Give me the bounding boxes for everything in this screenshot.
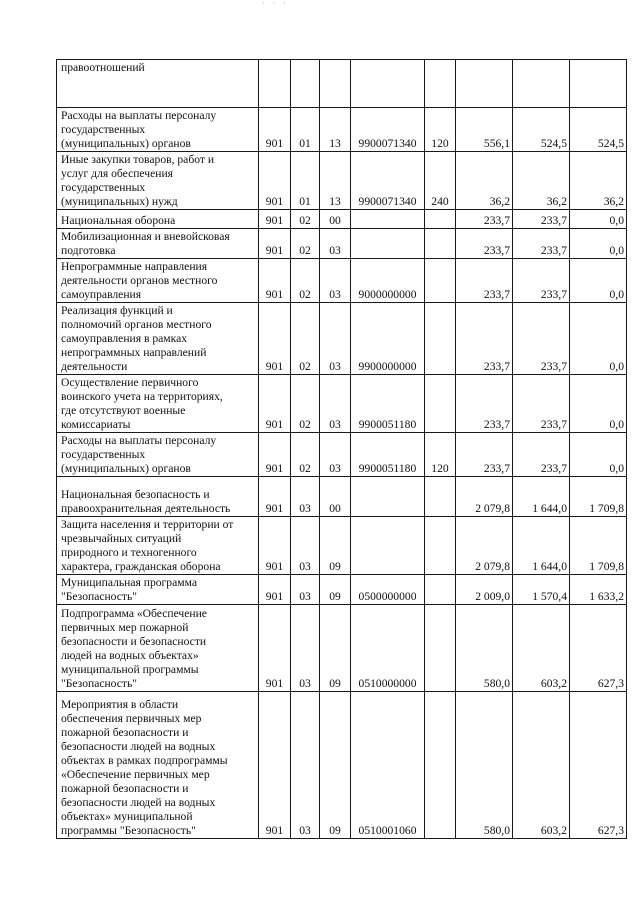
amount-year2-cell: 603,2 [513,692,570,839]
subsection-code-cell: 00 [320,210,351,229]
amount-year2-cell [513,60,570,108]
amount-year1-cell: 580,0 [456,605,513,692]
section-code-cell: 02 [291,229,320,259]
table-row [57,60,627,108]
grbs-code-cell: 901 [259,229,291,259]
amount-year3-cell: 0,0 [570,433,627,477]
amount-year3-cell: 0,0 [570,303,627,375]
amount-year1-cell: 233,7 [456,303,513,375]
amount-year3-cell: 0,0 [570,229,627,259]
amount-year2-cell: 603,2 [513,605,570,692]
row-name-cell: Мобилизационная и вневойсковая подготовка [57,229,259,259]
amount-year2-cell: 1 644,0 [513,477,570,517]
table-row [57,517,627,575]
grbs-code-cell [259,60,291,108]
subsection-code-cell: 03 [320,433,351,477]
target-article-cell: 0510001060 [351,692,425,839]
amount-year2-cell: 233,7 [513,259,570,303]
grbs-code-cell: 901 [259,477,291,517]
amount-year3-cell: 627,3 [570,605,627,692]
target-article-cell [351,477,425,517]
row-name-cell: Реализация функций и полномочий органов местного самоуправления в рамках непрограммных направлений деятельности [57,303,259,375]
section-code-cell: 03 [291,605,320,692]
amount-year1-cell: 2 079,8 [456,517,513,575]
expense-type-cell [425,229,456,259]
subsection-code-cell: 03 [320,259,351,303]
section-code-cell: 03 [291,517,320,575]
row-name-cell: Муниципальная программа "Безопасность" [57,575,259,605]
amount-year3-cell: 627,3 [570,692,627,839]
grbs-code-cell: 901 [259,259,291,303]
expense-type-cell [425,210,456,229]
target-article-cell: 9900000000 [351,303,425,375]
target-article-cell [351,229,425,259]
amount-year3-cell: 0,0 [570,375,627,433]
expense-type-cell [425,375,456,433]
amount-year2-cell: 233,7 [513,303,570,375]
expense-type-cell: 240 [425,152,456,210]
row-name-cell: Национальная оборона [57,210,259,229]
expense-type-cell: 120 [425,108,456,152]
amount-year3-cell: 0,0 [570,210,627,229]
section-code-cell: 02 [291,375,320,433]
section-code-cell: 03 [291,575,320,605]
section-code-cell: 03 [291,477,320,517]
expense-type-cell: 120 [425,433,456,477]
grbs-code-cell: 901 [259,575,291,605]
amount-year1-cell [456,60,513,108]
amount-year2-cell: 233,7 [513,210,570,229]
row-name-cell: Национальная безопасность и правоохранительная деятельность [57,477,259,517]
grbs-code-cell: 901 [259,692,291,839]
amount-year2-cell: 1 570,4 [513,575,570,605]
amount-year3-cell: 524,5 [570,108,627,152]
amount-year1-cell: 36,2 [456,152,513,210]
amount-year1-cell: 233,7 [456,210,513,229]
table-row [57,692,627,839]
target-article-cell: 9900071340 [351,108,425,152]
subsection-code-cell: 13 [320,152,351,210]
section-code-cell [291,60,320,108]
expense-type-cell [425,303,456,375]
amount-year1-cell: 233,7 [456,433,513,477]
grbs-code-cell: 901 [259,517,291,575]
table-row [57,303,627,375]
amount-year2-cell: 36,2 [513,152,570,210]
table-row [57,605,627,692]
target-article-cell: 0510000000 [351,605,425,692]
amount-year3-cell: 0,0 [570,259,627,303]
subsection-code-cell: 09 [320,575,351,605]
expense-type-cell [425,60,456,108]
grbs-code-cell: 901 [259,605,291,692]
subsection-code-cell: 03 [320,375,351,433]
subsection-code-cell: 00 [320,477,351,517]
target-article-cell: 0500000000 [351,575,425,605]
subsection-code-cell: 03 [320,229,351,259]
target-article-cell: 9000000000 [351,259,425,303]
amount-year1-cell: 2 079,8 [456,477,513,517]
amount-year1-cell: 233,7 [456,229,513,259]
row-name-cell: Осуществление первичного воинского учета на территориях, где отсутствуют военные комиссариаты [57,375,259,433]
row-name-cell: Непрограммные направления деятельности органов местного самоуправления [57,259,259,303]
section-code-cell: 01 [291,152,320,210]
row-name-cell: Иные закупки товаров, работ и услуг для обеспечения государственных (муниципальных) нужд [57,152,259,210]
amount-year1-cell: 233,7 [456,259,513,303]
grbs-code-cell: 901 [259,152,291,210]
grbs-code-cell: 901 [259,433,291,477]
amount-year1-cell: 556,1 [456,108,513,152]
amount-year3-cell [570,60,627,108]
amount-year3-cell: 1 709,8 [570,477,627,517]
section-code-cell: 02 [291,259,320,303]
row-name-cell: правоотношений [57,60,259,108]
target-article-cell: 9900051180 [351,375,425,433]
budget-table [56,59,627,839]
section-code-cell: 02 [291,303,320,375]
table-row [57,375,627,433]
expense-type-cell [425,575,456,605]
section-code-cell: 02 [291,433,320,477]
scan-artifact: · · · [262,0,289,8]
row-name-cell: Расходы на выплаты персоналу государственных (муниципальных) органов [57,433,259,477]
row-name-cell: Защита населения и территории от чрезвычайных ситуаций природного и техногенного характера, гражданская оборона [57,517,259,575]
grbs-code-cell: 901 [259,108,291,152]
table-row [57,575,627,605]
target-article-cell [351,210,425,229]
expense-type-cell [425,692,456,839]
row-name-cell: Подпрограмма «Обеспечение первичных мер пожарной безопасности и безопасности людей на водных объектах» муниципальной программы "Безопасность" [57,605,259,692]
expense-type-cell [425,477,456,517]
amount-year2-cell: 524,5 [513,108,570,152]
expense-type-cell [425,259,456,303]
amount-year3-cell: 1 633,2 [570,575,627,605]
table-row [57,259,627,303]
amount-year2-cell: 1 644,0 [513,517,570,575]
amount-year1-cell: 2 009,0 [456,575,513,605]
target-article-cell [351,60,425,108]
amount-year1-cell: 233,7 [456,375,513,433]
grbs-code-cell: 901 [259,375,291,433]
amount-year3-cell: 36,2 [570,152,627,210]
subsection-code-cell: 09 [320,692,351,839]
grbs-code-cell: 901 [259,303,291,375]
table-row [57,210,627,229]
section-code-cell: 03 [291,692,320,839]
table-row [57,108,627,152]
subsection-code-cell [320,60,351,108]
table-row [57,229,627,259]
amount-year2-cell: 233,7 [513,433,570,477]
table-row [57,477,627,517]
row-name-cell: Мероприятия в области обеспечения первичных мер пожарной безопасности и безопасности людей на водных объектах в рамках подпрограммы «Обеспечение первичных мер пожарной безопасности и безопасности людей на водных объектах» муниципальной программы "Безопасность" [57,692,259,839]
amount-year2-cell: 233,7 [513,375,570,433]
amount-year2-cell: 233,7 [513,229,570,259]
subsection-code-cell: 09 [320,517,351,575]
table-row [57,433,627,477]
target-article-cell: 9900071340 [351,152,425,210]
subsection-code-cell: 13 [320,108,351,152]
table-row [57,152,627,210]
amount-year3-cell: 1 709,8 [570,517,627,575]
target-article-cell [351,517,425,575]
amount-year1-cell: 580,0 [456,692,513,839]
subsection-code-cell: 03 [320,303,351,375]
section-code-cell: 01 [291,108,320,152]
expense-type-cell [425,517,456,575]
grbs-code-cell: 901 [259,210,291,229]
subsection-code-cell: 09 [320,605,351,692]
target-article-cell: 9900051180 [351,433,425,477]
row-name-cell: Расходы на выплаты персоналу государственных (муниципальных) органов [57,108,259,152]
section-code-cell: 02 [291,210,320,229]
expense-type-cell [425,605,456,692]
